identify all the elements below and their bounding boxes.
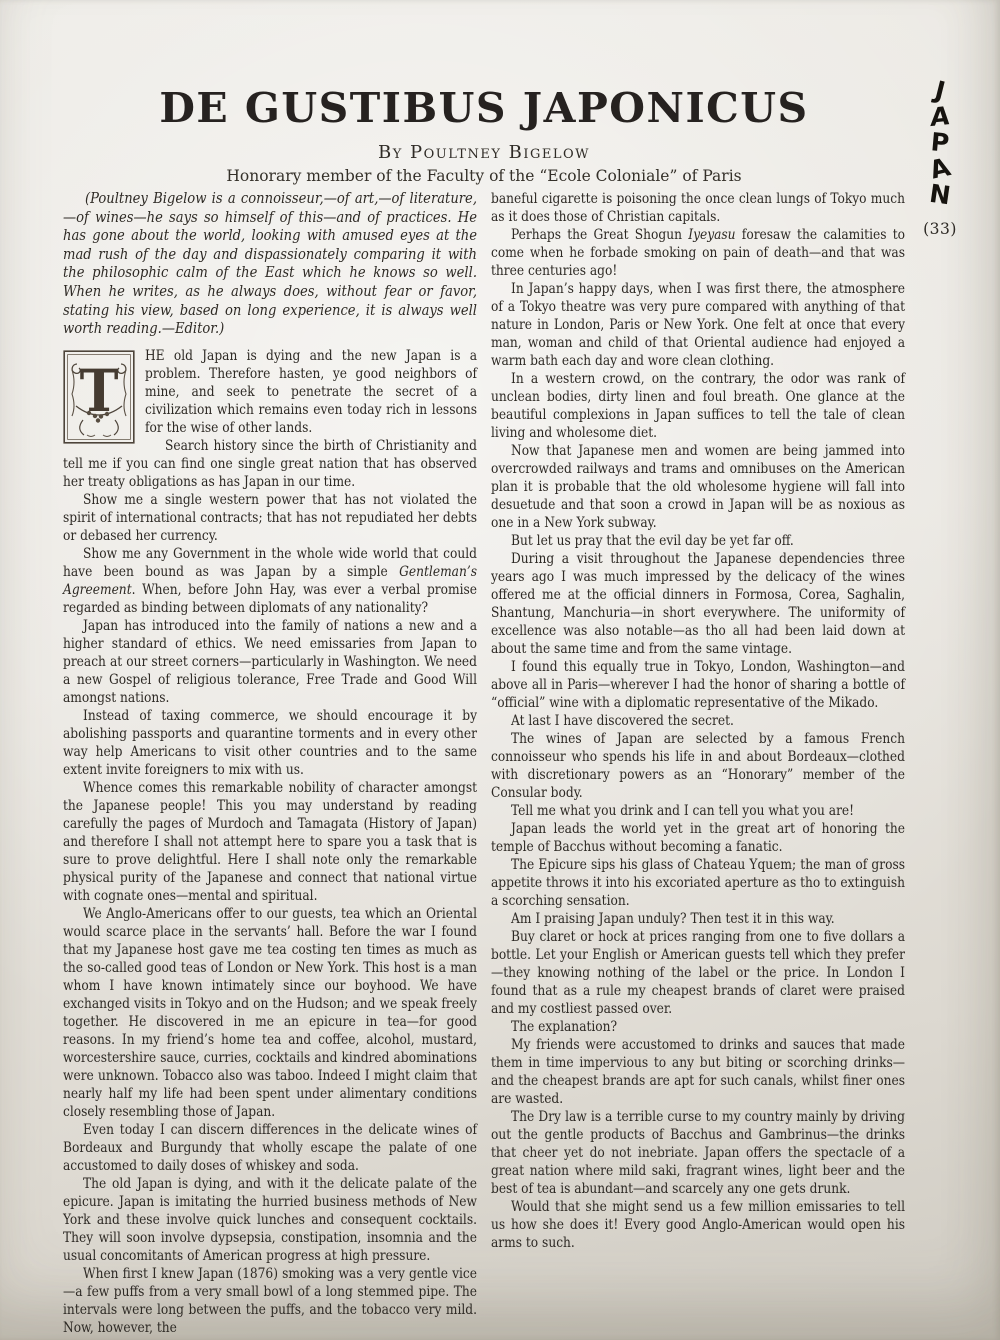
paragraph: During a visit throughout the Japanese dependencies three years ago I was much impressed by the delicacy of the wines offered me at the official dinners in Formosa, Corea, Saghalin, Shantung, Manchuria—in short everywhere. The uniformity of excellence was also notable—as tho all had been laid down at about the same time and from the same vintage. [491,551,905,657]
paragraph: Am I praising Japan unduly? Then test it in this way. [511,911,835,927]
paragraph: The wines of Japan are selected by a famous French connoisseur who spends his life in and about Bordeaux—clothed with discretionary powers as an “Honorary” member of the Consular body. [491,731,905,801]
vertical-letter: N [927,178,953,211]
paragraph: Perhaps the Great Shogun Iyeyasu foresaw the calamities to come when he forbade smoking on pain of death—and that was three centuries ago! [491,227,906,279]
vertical-letter: A [929,100,951,133]
article-title: DE GUSTIBUS JAPONICUS [159,84,809,132]
paragraph: Search history since the birth of Christianity and tell me if you can find one single great nation that has observed her treaty obligations as has Japan in our time. [63,437,477,490]
paragraph: The old Japan is dying, and with it the delicate palate of the epicure. Japan is imitating the hurried business methods of New York and these involve quick lunches and consequent cocktails. They will soon involve dypsepsia, constipation, insomnia and the usual concomitants of American progress at high pressure. [63,1175,477,1264]
article-byline: By Poultney Bigelow [377,142,591,164]
paragraph: Japan leads the world yet in the great art of honoring the temple of Bacchus without becoming a fanatic. [491,821,905,855]
drop-cap-letter: T [79,356,119,425]
paragraph: The Dry law is a terrible curse to my country mainly by driving out the gentle products of Bacchus and Gambrinus—the drinks that cheer yet do not inebriate. Japan offers the spectacle of a great nation where mild saki, fragrant wines, light beer and the best of tea is abundant—and scarcely any one gets drunk. [491,1109,905,1197]
paragraph: Show me a single western power that has not violated the spirit of international contracts; that has not repudiated her debts or debased her currency. [63,491,477,544]
paragraph: At last I have discovered the secret. [511,713,734,729]
right-column-paragraphs [491,190,905,1252]
paragraph: Whence comes this remarkable nobility of character amongst the Japanese people! This you may understand by reading carefully the pages of Murdoch and Tamagata (History of Japan) and therefore I shall not attempt here to spare you a task that is sure to prove delightful. Here I shall note only the remarkable physical purity of the Japanese and connect that national virtue with cognate ones—mental and spiritual. [63,779,477,904]
author-affiliation: Honorary member of the Faculty of the “Ecole Coloniale” of Paris [226,167,742,186]
article-header [63,86,905,185]
page-number: (33) [923,220,957,238]
paragraph: But let us pray that the evil day be yet far off. [511,533,794,549]
paragraph: The Epicure sips his glass of Chateau Yquem; the man of gross appetite throws it into his excoriated aperture as tho to extinguish a scorching sensation. [491,857,905,909]
vertical-letter: P [929,127,951,158]
paragraph: Would that she might send us a few million emissaries to tell us how she does it! Every good Anglo-American would open his arms to such. [491,1199,905,1251]
right-column [491,190,905,1337]
paragraph: Now that Japanese men and women are being jammed into overcrowded railways and trams and omnibuses on the American plan it is probable that the old wholesome hygiene will fall into desuetude and that soon a crowd in Japan will be as noxious as one in a New York subway. [491,443,905,531]
paragraph: baneful cigarette is poisoning the once clean lungs of Tokyo much as it does those of Christian capitals. [491,191,905,225]
left-column-paragraphs [63,347,477,1337]
paragraph: My friends were accustomed to drinks and sauces that made them in time impervious to any but biting or scorching drinks—and the cheapest brands are apt for such canals, whilst finer ones are wasted. [491,1037,905,1107]
paragraph: Tell me what you drink and I can tell you what you are! [511,803,855,819]
article-body [63,190,905,1337]
paragraph: HE old Japan is dying and the new Japan is a problem. Therefore hasten, ye good neighbors of mine, and seek to penetrate the secret of a civilization which remains even today rich in lessons for the wise of other lands. [145,347,477,436]
paragraph: Buy claret or hock at prices ranging from one to five dollars a bottle. Let your English or American guests tell which they prefer—they knowing nothing of the label or the price. In London I found that as a rule my cheapest brands of claret were praised and my costliest passed over. [491,929,905,1017]
paragraph: Even today I can discern differences in the delicate wines of Bordeaux and Burgundy that wholly escape the palate of one accustomed to daily doses of whiskey and soda. [63,1121,477,1174]
paragraph: When first I knew Japan (1876) smoking was a very gentle vice—a few puffs from a very small bowl of a long stemmed pipe. The intervals were long between the puffs, and the tobacco very mild. Now, however, the [63,1265,477,1336]
paragraph: Japan has introduced into the family of nations a new and a higher standard of ethics. We need emissaries from Japan to preach at our street corners—particularly in Washington. We need a new Gospel of religious tolerance, Free Trade and Good Will amongst nations. [63,617,477,706]
paragraph: In a western crowd, on the contrary, the odor was rank of unclean bodies, dirty linen and foul breath. One glance at the beautiful complexions in Japan suffices to tell the tale of clean living and wholesome diet. [491,371,905,441]
paragraph: I found this equally true in Tokyo, London, Washington—and above all in Paris—wherever I had the honor of sharing a bottle of “official” wine with a diplomatic representative of the Mikado. [491,659,905,711]
paragraph: Instead of taxing commerce, we should encourage it by abolishing passports and quarantine torments and in every other way help Americans to visit other countries and to the same extent invite foreigners to mix with us. [63,707,477,778]
vertical-japan-label [918,75,962,211]
editor-note: (Poultney Bigelow is a connoisseur,—of art,—of literature,—of wines—he says so himself of this—and of practices. He has gone about the world, looking with amused eyes at the mad rush of the day and dispassionately comparing it with the philosophic calm of the East which he knows so well. When he writes, as he always does, without fear or favor, stating his view, based on long experience, it is always well worth reading.—Editor.) [63,190,477,338]
drop-cap-ornament [63,350,135,444]
paragraph: The explanation? [511,1019,618,1035]
paragraph: In Japan’s happy days, when I was first there, the atmosphere of a Tokyo theatre was very pure compared with anything of that nature in London, Paris or New York. One felt at once that every man, woman and child of that Oriental audience had enjoyed a warm bath each day and wore clean clothing. [491,281,905,369]
margin-strip [918,75,962,238]
vertical-letter: A [925,152,954,185]
paragraph: Show me any Government in the whole wide world that could have been bound as was Japan by a simple Gentleman’s Agreement. When, before John Hay, was ever a verbal promise regarded as binding between diplomats of any nationality? [63,545,477,616]
vertical-letter: J [932,75,949,106]
paragraph: We Anglo-Americans offer to our guests, tea which an Oriental would scarce place in the servants’ hall. Before the war I found that my Japanese host gave me tea costing ten times as much as the so-called good teas of London or New York. This host is a man whom I have known intimately since our boyhood. We have exchanged visits in Tokyo and on the Hudson; and we speak freely together. He discovered in me an epicure in tea—for good reasons. In my friend’s home tea and coffee, alcohol, mustard, worcestershire sauce, curries, cocktails and kindred abominations were unknown. Tobacco also was taboo. Indeed I might claim that nearly half my life had been spent under alimentary conditions closely resembling those of Japan. [63,905,477,1120]
left-column [63,190,477,1337]
